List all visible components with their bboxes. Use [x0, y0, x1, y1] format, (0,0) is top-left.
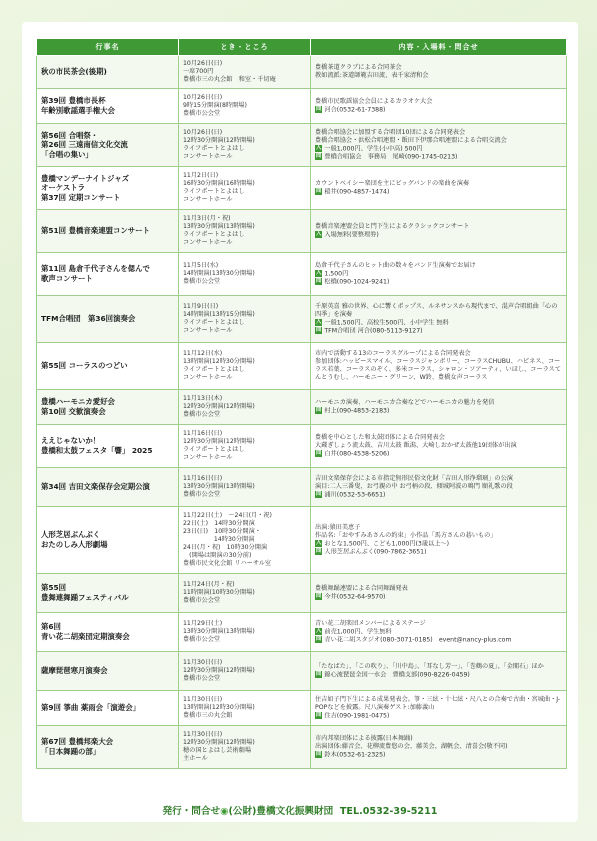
- table-row: [37, 613, 567, 652]
- event-date-place: 11月3日(月・祝) 13時30分開演(13時開場) ライフポートとよはし コンサートホール: [179, 210, 311, 253]
- event-details: [311, 167, 567, 210]
- event-name: 第9回 箏曲 薬雨会「演遊会」: [37, 691, 179, 726]
- event-name: 秋の市民茶会(後期): [37, 56, 179, 89]
- detail-text: ハーモニカ演奏、ハーモニカ合奏などでハーモニカの魅力を発信: [315, 398, 495, 406]
- detail-line: [315, 262, 562, 270]
- event-details: [311, 507, 567, 574]
- detail-line: [315, 483, 562, 491]
- detail-line: [315, 399, 562, 407]
- detail-text: 豊橋市民歌謡協会会員によるカラオケ大会: [315, 97, 433, 105]
- table-row: [37, 574, 567, 613]
- detail-text: 豊橋舞踊連盟による合同舞踊発表: [315, 584, 408, 592]
- detail-line: [315, 278, 562, 286]
- detail-line: [315, 153, 562, 161]
- detail-line: [315, 620, 562, 628]
- event-name: 第56回 合唱祭・ 第26回 三遠南信文化交流 「合唱の集い」: [37, 124, 179, 167]
- detail-text: カウントベイシー楽団を主にビッグバンドの楽曲を演奏: [315, 179, 470, 187]
- detail-text: 河合(0532-61-7388): [324, 106, 386, 114]
- table-row: [37, 652, 567, 691]
- detail-text: TFM合唱団 河合(080-5113-9127): [324, 327, 423, 335]
- detail-line: [315, 540, 562, 548]
- events-table-body: [37, 56, 567, 769]
- admission-tag-icon: 入: [316, 318, 322, 325]
- table-row: [37, 468, 567, 507]
- detail-text: 千原英喜 雅の世界、心に響くポップス、ルネサンスから現代まで、混声合唱組曲「心の四季」を演奏: [315, 302, 558, 318]
- admission-tag-icon: 入: [316, 269, 322, 276]
- event-details: [311, 253, 567, 296]
- table-row: [37, 390, 567, 425]
- event-date-place: 10月26日(日) 一席700円 豊橋市三の丸会館 和室・千切庵: [179, 56, 311, 89]
- detail-text: 人形芝居ぶんぶく(090-7862-3651): [324, 548, 427, 556]
- event-details: [311, 613, 567, 652]
- detail-line: [315, 524, 562, 532]
- table-row: [37, 89, 567, 124]
- event-date-place: 11月30日(日) 12時30分開演(12時開場) 豊橋市公会堂: [179, 652, 311, 691]
- event-details: [311, 390, 567, 425]
- event-details: [311, 210, 567, 253]
- detail-line: [315, 145, 562, 153]
- event-details: [311, 652, 567, 691]
- detail-text: 浦川(0532-53-6651): [324, 491, 386, 499]
- detail-line: [315, 663, 562, 671]
- detail-line: [315, 231, 562, 239]
- detail-text: 作品名:「おやすみあさんの約束」小作品「馬方さんの碁いもの」: [315, 531, 497, 539]
- detail-line: [315, 98, 562, 106]
- event-date-place: 11月29日(土) 13時30分開演(13時開場) 豊橋市公会堂: [179, 613, 311, 652]
- contact-tag-icon: 問: [316, 406, 322, 413]
- event-date-place: 11月9日(日) 14時開演(13時15分開場) ライフポートとよはし コンサートホール: [179, 296, 311, 343]
- detail-text: 一般1,000円、学生(小中高) 500円: [324, 145, 423, 152]
- detail-line: [315, 72, 562, 80]
- event-name: 第55回 豊舞連舞踊フェスティバル: [37, 574, 179, 613]
- detail-line: [315, 64, 562, 72]
- table-row: [37, 124, 567, 167]
- table-header-row: [37, 39, 567, 56]
- admission-tag-icon: 入: [316, 539, 322, 546]
- detail-line: [315, 450, 562, 458]
- event-name: 薩摩琵琶寒月演奏会: [37, 652, 179, 691]
- detail-text: 参加団体:ハッピースマイル、コーラスジャンボリー、コーラスCHUBU、ハピネス、コーラス若葉、コーラスのぞく、多米コーラス、シャロン・ソアーティ、いほし、コーラスてんとうむし、ハーモニー・グリーン、W鈴、豊橋女声コーラス: [315, 358, 562, 381]
- detail-line: [315, 696, 562, 712]
- detail-text: 豊橋茶道クラブによる合同茶会: [315, 64, 402, 72]
- detail-line: [315, 188, 562, 196]
- contact-tag-icon: 問: [316, 326, 322, 333]
- detail-text: 錦心流琵琶全国一水会 豊橋支部(090-8226-0459): [324, 671, 470, 679]
- event-date-place: 11月12日(水) 13時開演(12時30分開場) ライフポートとよはし コンサートホール: [179, 343, 311, 390]
- footer-tel: TEL.0532-39-5211: [339, 806, 438, 817]
- contact-tag-icon: 問: [316, 187, 322, 194]
- detail-text: 稲井(090-4857-1474): [324, 188, 390, 196]
- detail-text: 鈴木(0532-61-2325): [324, 751, 386, 759]
- contact-tag-icon: 問: [316, 152, 322, 159]
- footer-org: (公財)豊橋文化振興財団: [228, 806, 334, 817]
- detail-line: [315, 129, 562, 137]
- detail-text: 出演団体:藤音会、花柳流豊悠の会、藤美会、湖帆会、清喜会(敬不同): [315, 742, 508, 750]
- event-details: [311, 124, 567, 167]
- detail-line: [315, 350, 562, 358]
- event-details: [311, 468, 567, 507]
- table-row: [37, 253, 567, 296]
- contact-tag-icon: 問: [316, 592, 322, 599]
- admission-tag-icon: 入: [316, 230, 322, 237]
- contact-tag-icon: 問: [316, 547, 322, 554]
- event-date-place: 11月30日(日) 12時30分開演(12時開場) 穂の国とよはし芸術劇場 主ホール: [179, 726, 311, 769]
- page-sheet: [22, 22, 578, 822]
- table-row: [37, 296, 567, 343]
- contact-tag-icon: 問: [316, 750, 322, 757]
- detail-line: [315, 442, 562, 450]
- event-name: ええじゃないか！ 豊橋和太鼓フェスタ「響」 2025: [37, 425, 179, 468]
- detail-text: 村上(090-4853-2183): [324, 407, 390, 415]
- detail-line: [315, 137, 562, 145]
- event-name: 第51回 豊橋音楽連盟コンサート: [37, 210, 179, 253]
- detail-text: 青い花二胡スタジオ(080-3071-0185) event@nancy-plus.com: [324, 636, 512, 644]
- detail-text: 大蔵ぎしょう流太鼓、吉川太鼓 飯潟、大崎しおかぜ太鼓他19団体が出演: [315, 441, 517, 449]
- detail-line: [315, 751, 562, 759]
- detail-text: 住吉如子門下生による成果発表会。箏・三絃・十七絃・尺八との合奏で古曲・宮城曲・J-POPなどを披露。尺八演奏ゲスト:加藤義山: [315, 695, 561, 711]
- event-date-place: 11月5日(水) 14時開演(13時30分開場) 豊橋市公会堂: [179, 253, 311, 296]
- detail-line: [315, 358, 562, 382]
- event-details: [311, 691, 567, 726]
- contact-tag-icon: 問: [316, 490, 322, 497]
- event-name: TFM合唱団 第36回演奏会: [37, 296, 179, 343]
- detail-line: [315, 743, 562, 751]
- detail-text: 1,500円: [324, 270, 349, 278]
- detail-line: [315, 628, 562, 636]
- detail-text: 教如流派:茶道師範吉田流、表千家清和会: [315, 72, 429, 79]
- table-row: [37, 210, 567, 253]
- table-row: [37, 726, 567, 769]
- detail-line: [315, 735, 562, 743]
- table-row: [37, 507, 567, 574]
- event-date-place: 11月24日(月・祝) 11時開演(10時30分開場) 豊橋市公会堂: [179, 574, 311, 613]
- event-details: [311, 296, 567, 343]
- event-date-place: 10月26日(日) 9時15分開演(8時開場) 豊橋市公会堂: [179, 89, 311, 124]
- detail-line: [315, 491, 562, 499]
- event-name: 豊橋ハーモニカ愛好会 第10回 交歓演奏会: [37, 390, 179, 425]
- detail-line: [315, 319, 562, 327]
- header-event-name: 行事名: [37, 39, 179, 56]
- detail-text: 島倉千代子さんのヒット曲の数々をバンド生演奏でお届け: [315, 261, 476, 269]
- event-name: 豊橋マンデーナイトジャズ オーケストラ 第37回 定期コンサート: [37, 167, 179, 210]
- event-details: [311, 89, 567, 124]
- event-date-place: 11月2日(日) 16時30分開演(16時開場) ライフポートとよはし コンサートホール: [179, 167, 311, 210]
- admission-tag-icon: 入: [316, 627, 322, 634]
- detail-line: [315, 270, 562, 278]
- event-details: [311, 726, 567, 769]
- event-name: 第55回 コーラスのつどい: [37, 343, 179, 390]
- detail-text: 豊橋合唱協会・浜松合唱連盟・飯田下伊那合唱連盟による合唱交流会: [315, 136, 507, 144]
- detail-line: [315, 585, 562, 593]
- event-details: [311, 56, 567, 89]
- contact-tag-icon: 問: [316, 277, 322, 284]
- detail-text: 一般1,500円、高校生500円、小中学生 無料: [324, 319, 449, 326]
- detail-text: 出演:猿田美恵子: [315, 523, 361, 531]
- event-name: 第34回 吉田文楽保存会定期公演: [37, 468, 179, 507]
- detail-text: 今井(0532-64-9570): [324, 593, 386, 601]
- detail-line: [315, 532, 562, 540]
- detail-text: 豊橋合唱協会に加盟する合唱団10団による合同発表会: [315, 128, 466, 136]
- detail-line: [315, 407, 562, 415]
- event-name: 第39回 豊橋市長杯 年齢別歌謡選手権大会: [37, 89, 179, 124]
- table-row: [37, 343, 567, 390]
- table-row: [37, 56, 567, 89]
- footer-publisher: [22, 803, 578, 817]
- detail-line: [315, 671, 562, 679]
- table-row: [37, 167, 567, 210]
- event-name: 第67回 豊橋邦楽大会 「日本舞踊の部」: [37, 726, 179, 769]
- event-date-place: 10月26日(日) 12時30分開演(12時開場) ライフポートとよはし コンサートホール: [179, 124, 311, 167]
- detail-line: [315, 106, 562, 114]
- detail-text: おとな1,500円、こども1,000円(3歳以上～): [324, 540, 450, 547]
- detail-line: [315, 303, 562, 319]
- detail-text: 松橋(090-1024-9241): [324, 278, 390, 286]
- event-date-place: 11月16日(日) 12時30分開演(12時開場) ライフポートとよはし コンサートホール: [179, 425, 311, 468]
- detail-line: [315, 223, 562, 231]
- table-row: [37, 691, 567, 726]
- header-date-place: とき・ところ: [179, 39, 311, 56]
- detail-text: 住吉(090-1981-0475): [324, 712, 390, 720]
- contact-tag-icon: 問: [316, 635, 322, 642]
- detail-text: 吉田文楽保存会による市指定無形民俗文化財「吉田人形浄瑠璃」の公演: [315, 474, 513, 482]
- event-name: 人形芝居ぶんぶく おたのしみ人形劇場: [37, 507, 179, 574]
- event-date-place: 11月16日(日) 13時30分開演(13時開場) 豊橋市公会堂: [179, 468, 311, 507]
- detail-text: 演目:二人三番叟、お弓親の中 お弓柄の段、傾城阿波の鳴門 順礼歌の段: [315, 482, 513, 490]
- detail-text: 青い花二胡楽団メンバーによるステージ: [315, 619, 426, 627]
- detail-line: [315, 548, 562, 556]
- detail-text: 豊橋合唱協会 事務局 尾崎(090-1745-0213): [324, 153, 458, 161]
- detail-line: [315, 180, 562, 188]
- detail-text: 市内邦楽団体による披露(日本舞踊): [315, 734, 413, 742]
- events-table: [36, 38, 567, 769]
- contact-tag-icon: 問: [316, 670, 322, 677]
- header-details: 内容・入場料・問合せ: [311, 39, 567, 56]
- detail-line: [315, 475, 562, 483]
- event-name: 第11回 島倉千代子さんを偲んで 歌声コンサート: [37, 253, 179, 296]
- detail-line: [315, 712, 562, 720]
- admission-tag-icon: 入: [316, 144, 322, 151]
- contact-tag-icon: 問: [316, 711, 322, 718]
- event-details: [311, 574, 567, 613]
- contact-tag-icon: 問: [316, 105, 322, 112]
- detail-text: 白井(080-4538-5206): [324, 450, 390, 458]
- footer-prefix: 発行・問合せ: [162, 806, 221, 817]
- footer-dot-icon: ◉: [220, 806, 229, 817]
- event-date-place: 11月13日(木) 12時30分開演(12時開場) 豊橋市公会堂: [179, 390, 311, 425]
- detail-line: [315, 434, 562, 442]
- detail-line: [315, 593, 562, 601]
- event-date-place: 11月30日(日) 13時開演(12時30分開場) 豊橋市三の丸会館: [179, 691, 311, 726]
- detail-text: 「たなばた」、「この吹り」、「川中島」、「耳なし芳一」、「巻鶴の夏」、「金閣石」ほか: [315, 662, 544, 670]
- detail-text: 豊橋音楽連盟会員と門下生によるクラシックコンサート: [315, 222, 470, 230]
- detail-line: [315, 636, 562, 644]
- table-row: [37, 425, 567, 468]
- event-details: [311, 425, 567, 468]
- contact-tag-icon: 問: [316, 449, 322, 456]
- event-date-place: 11月22日(土) ～24日(月・祝) 22日(土) 14時30分開演 23日(日) 10時30分開演・ 14時30分開演 24日(月・祝) 10時30分開演 (開場は開演の30分前) 豊橋市民文化会館 リハーサル室: [179, 507, 311, 574]
- event-name: 第6回 青い花二胡楽団定期演奏会: [37, 613, 179, 652]
- detail-text: 入場無料(要整理券): [324, 231, 379, 239]
- detail-text: 前売1,000円、学生無料: [324, 628, 392, 636]
- detail-line: [315, 327, 562, 335]
- detail-text: 豊橋を中心とした和太鼓団体による合同発表会: [315, 433, 445, 441]
- detail-text: 市内で活動する13のコーラスグループによる合同発表会: [315, 350, 471, 358]
- event-details: [311, 343, 567, 390]
